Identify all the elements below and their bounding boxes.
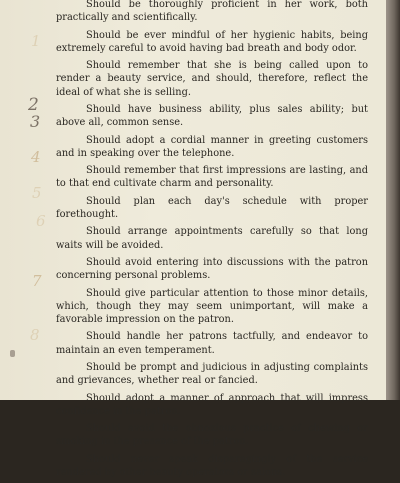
text-block (56, 0, 368, 483)
paragraph-first-impressions: Should remember that first impressions are lasting, and to that end cultivate charm and personality. (56, 165, 368, 190)
paragraph-cordial-manner: Should adopt a cordial manner in greeting customers and in speaking over the telephone. (56, 134, 368, 159)
margin-note-2: 2 (28, 95, 39, 115)
paragraph-discussions: Should avoid entering into discussions with the patron concerning personal problems. (56, 256, 368, 282)
paragraph-approach: Should adopt a manner of approach that will impress confidence in the patron. (56, 392, 368, 417)
paragraph-complaints: Should be prompt and judicious in adjusting complaints and grievances, whether real or fancied. (56, 361, 368, 387)
margin-note-8: 8 (30, 326, 40, 344)
margin-note-3: 3 (30, 112, 41, 131)
margin-note-7: 7 (32, 272, 42, 290)
paragraph-appointments: Should arrange appointments carefully so that long waits will be avoided. (56, 226, 368, 251)
margin-note-1: 1 (31, 32, 41, 50)
paragraph-proficient: Should be thoroughly proficient in her work, both practically and scientifically. (56, 0, 368, 24)
paragraph-chewing-smoking: Should avoid the obnoxious practice of chewing or smoking in the presence of the patron. (56, 423, 368, 448)
paragraph-minor-details: Should give particular attention to those minor details, which, though they may seem unimportant, will make a favorable impression on the patron. (56, 287, 368, 325)
margin-note-6: 6 (36, 212, 46, 230)
paragraph-disparaging: Should never speak disparagingly of the service rendered by other beauty operators or salons. (56, 453, 368, 478)
margin-note-4: 4 (31, 148, 41, 166)
ink-smudge (10, 350, 15, 357)
paragraph-tactful: Should handle her patrons tactfully, and endeavor to maintain an even temperament. (56, 331, 368, 356)
margin-note-5: 5 (32, 184, 42, 202)
paragraph-beauty-service: Should remember that she is being called upon to render a beauty service, and should, therefore, reflect the ideal of what she is selling. (56, 60, 368, 98)
page-edge-shadow (386, 0, 400, 400)
paragraph-plan-schedule: Should plan each day's schedule with proper forethought. (56, 195, 368, 220)
paragraph-business-ability: Should have business ability, plus sales ability; but above all, common sense. (56, 103, 368, 129)
paragraph-hygienic: Should be ever mindful of her hygienic habits, being extremely careful to avoid having bad breath and body odor. (56, 29, 368, 54)
